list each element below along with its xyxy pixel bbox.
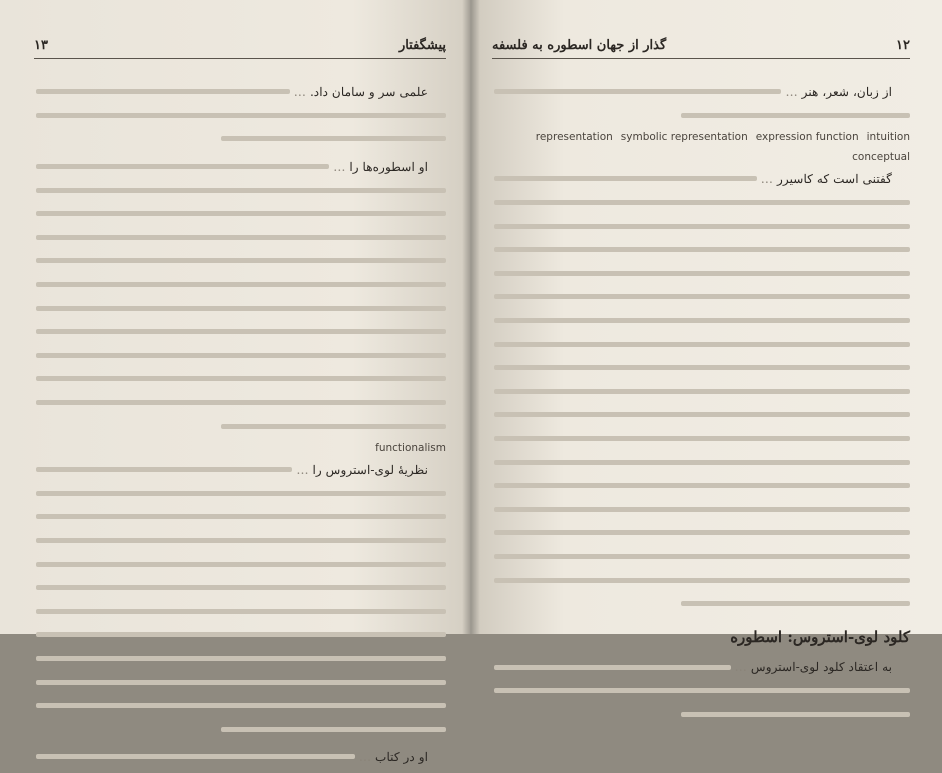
text-line (494, 356, 910, 380)
text-line (36, 178, 446, 202)
right-page (470, 0, 942, 675)
illegible-text-bar (221, 136, 447, 141)
text-line (494, 167, 910, 191)
illegible-text-bar (494, 483, 910, 488)
illegible-text-bar (681, 113, 910, 118)
text-line (494, 285, 910, 309)
illegible-text-bar (36, 89, 290, 94)
illegible-text-bar (36, 703, 446, 708)
section-heading: کلود لوی-استروس: اسطوره (730, 628, 910, 647)
illegible-marker: … (296, 462, 309, 477)
left-page-body (36, 80, 446, 773)
illegible-text-bar (494, 294, 910, 299)
paragraph (494, 167, 910, 615)
illegible-text-bar (36, 538, 446, 543)
illegible-text-bar (494, 342, 910, 347)
illegible-text-bar (36, 113, 446, 118)
illegible-text-bar (681, 601, 910, 606)
text-line (36, 745, 446, 769)
right-page-header (492, 38, 910, 53)
text-line (36, 529, 446, 553)
illegible-text-bar (36, 656, 446, 661)
illegible-text-bar (36, 400, 446, 405)
illegible-text-bar (494, 89, 781, 94)
text-line (36, 127, 446, 151)
text-line (36, 623, 446, 647)
text-line (494, 309, 910, 333)
illegible-text-bar (494, 460, 910, 465)
text-line (494, 332, 910, 356)
text-line (36, 458, 446, 482)
illegible-text-bar (36, 491, 446, 496)
text-line (36, 249, 446, 273)
text-line (36, 367, 446, 391)
text-line (494, 679, 910, 703)
illegible-text-bar (36, 376, 446, 381)
left-running-title: پیشگفتار (398, 38, 446, 53)
text-line (36, 414, 446, 438)
text-line (494, 104, 910, 128)
paragraph (36, 745, 446, 769)
illegible-text-bar (494, 578, 910, 583)
illegible-text-bar (36, 609, 446, 614)
text-line (36, 202, 446, 226)
illegible-text-bar (494, 436, 910, 441)
illegible-text-bar (494, 200, 910, 205)
illegible-text-bar (36, 585, 446, 590)
text-line (36, 670, 446, 694)
text-line (36, 599, 446, 623)
text-line (494, 498, 910, 522)
illegible-text-bar (494, 507, 910, 512)
illegible-text-bar (494, 530, 910, 535)
illegible-text-bar (36, 258, 446, 263)
latin-term: representation (535, 131, 613, 144)
right-page-number: ۱۲ (896, 38, 910, 53)
text-line (36, 155, 446, 179)
paragraph-opening: به اعتقاد کلود لوی-استروس (750, 660, 892, 675)
text-line (494, 655, 910, 679)
text-line (36, 273, 446, 297)
left-header-rule (34, 58, 446, 59)
text-line (36, 576, 446, 600)
text-line (36, 647, 446, 671)
text-line (494, 427, 910, 451)
illegible-marker: … (333, 159, 346, 174)
text-line (494, 380, 910, 404)
text-line (494, 238, 910, 262)
paragraph-opening: او اسطوره‌ها را (349, 159, 428, 174)
illegible-text-bar (36, 467, 292, 472)
text-line (494, 450, 910, 474)
illegible-marker: … (785, 84, 798, 99)
paragraph-opening: گفتنی است که کاسیرر (776, 171, 892, 186)
latin-term: conceptual (852, 151, 910, 164)
illegible-text-bar (36, 562, 446, 567)
text-line (36, 320, 446, 344)
text-line (36, 694, 446, 718)
illegible-text-bar (36, 514, 446, 519)
left-page (0, 0, 470, 764)
illegible-marker: … (734, 660, 747, 675)
right-page-body (494, 80, 910, 730)
illegible-text-bar (36, 680, 446, 685)
text-line (494, 592, 910, 616)
illegible-text-bar (36, 754, 355, 759)
text-line (36, 717, 446, 741)
illegible-text-bar (494, 412, 910, 417)
paragraph (36, 155, 446, 438)
illegible-text-bar (36, 235, 446, 240)
text-line (36, 344, 446, 368)
latin-terms (494, 131, 910, 163)
latin-terms (36, 442, 446, 454)
text-line (494, 262, 910, 286)
text-line (36, 391, 446, 415)
illegible-text-bar (494, 365, 910, 370)
latin-term: symbolic representation (620, 131, 748, 144)
illegible-text-bar (36, 164, 329, 169)
text-line (36, 80, 446, 104)
illegible-text-bar (681, 712, 910, 717)
illegible-marker: … (760, 171, 773, 186)
illegible-text-bar (36, 211, 446, 216)
text-line (494, 474, 910, 498)
illegible-text-bar (494, 665, 731, 670)
text-line (36, 505, 446, 529)
paragraph (494, 655, 910, 726)
text-line (494, 521, 910, 545)
illegible-text-bar (36, 188, 446, 193)
paragraph-opening: علمی سر و سامان داد. (309, 84, 428, 99)
latin-term: expression function (755, 131, 859, 144)
illegible-text-bar (494, 554, 910, 559)
text-line (494, 568, 910, 592)
paragraph (36, 458, 446, 741)
latin-term: functionalism (375, 441, 446, 454)
illegible-text-bar (494, 271, 910, 276)
illegible-text-bar (494, 688, 910, 693)
text-line (494, 403, 910, 427)
text-line (36, 552, 446, 576)
text-line (494, 80, 910, 104)
illegible-marker: … (358, 749, 371, 764)
text-line (494, 545, 910, 569)
illegible-text-bar (36, 353, 446, 358)
illegible-text-bar (36, 306, 446, 311)
illegible-text-bar (36, 632, 446, 637)
text-line (36, 296, 446, 320)
illegible-text-bar (494, 318, 910, 323)
text-line (36, 226, 446, 250)
illegible-text-bar (494, 389, 910, 394)
paragraph-opening: او در کتاب (375, 749, 428, 764)
text-line (36, 482, 446, 506)
paragraph-opening: از زبان، شعر، هنر (801, 84, 892, 99)
illegible-text-bar (494, 247, 910, 252)
book-gutter (462, 0, 480, 634)
right-header-rule (492, 58, 910, 59)
text-line (36, 104, 446, 128)
illegible-text-bar (494, 176, 757, 181)
illegible-text-bar (221, 424, 447, 429)
left-page-header (34, 38, 446, 53)
illegible-text-bar (36, 329, 446, 334)
illegible-text-bar (494, 224, 910, 229)
paragraph-opening: نظریهٔ لوی-استروس را (312, 462, 428, 477)
paragraph (494, 80, 910, 127)
right-running-title: گذار از جهان اسطوره به فلسفه (492, 38, 667, 53)
illegible-text-bar (36, 282, 446, 287)
latin-term: intuition (866, 131, 910, 144)
paragraph (36, 80, 446, 151)
text-line (494, 191, 910, 215)
illegible-marker: … (293, 84, 306, 99)
text-line (494, 703, 910, 727)
left-page-number: ۱۳ (34, 38, 48, 53)
illegible-text-bar (221, 727, 447, 732)
text-line (494, 214, 910, 238)
